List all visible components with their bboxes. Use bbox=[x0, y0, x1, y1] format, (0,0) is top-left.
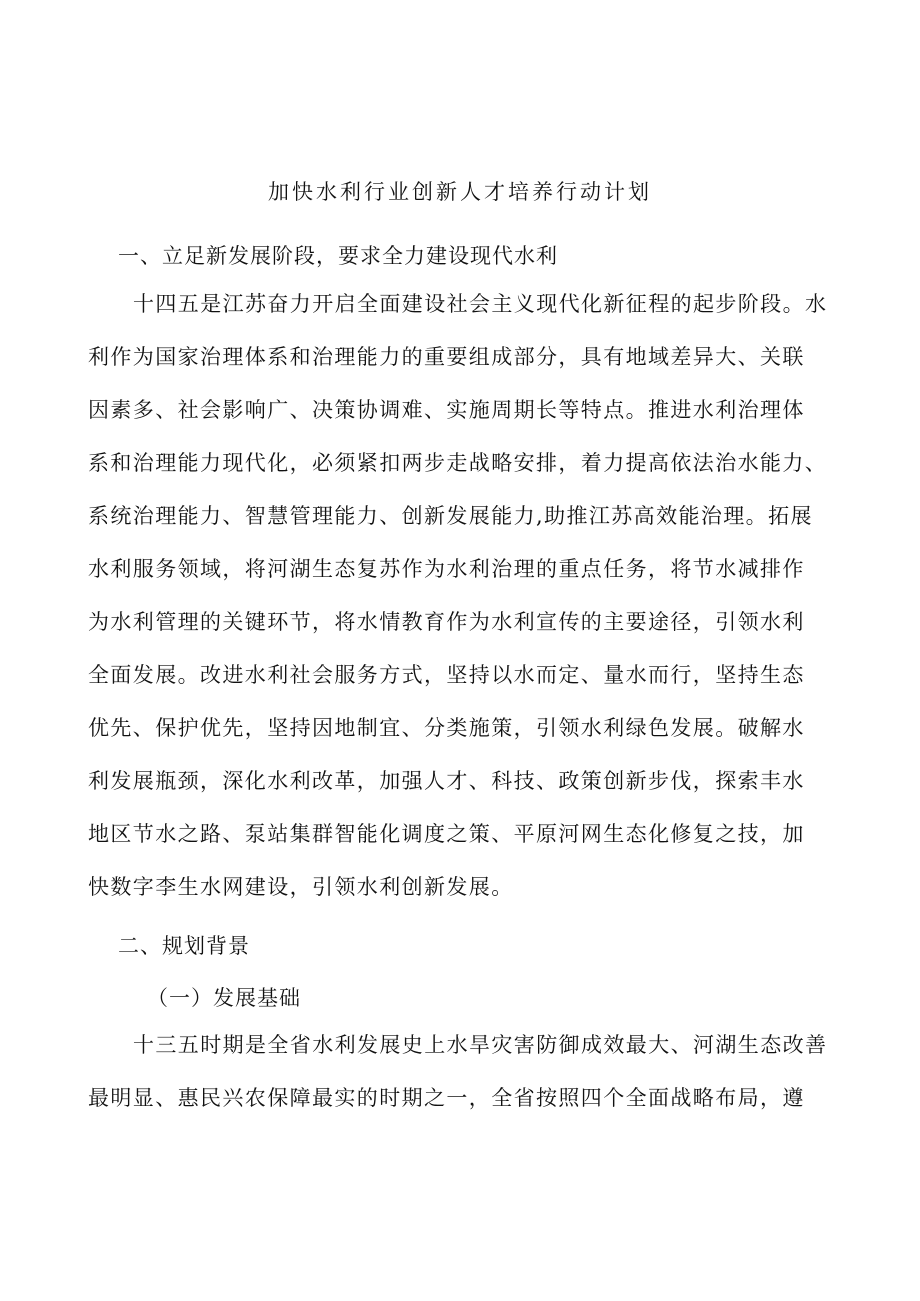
section-1-paragraph bbox=[88, 278, 848, 914]
paragraph-line: 因素多、社会影响广、决策协调难、实施周期长等特点。推进水利治理体 bbox=[88, 398, 805, 422]
paragraph-line: 利发展瓶颈，深化水利改革，加强人才、科技、政策创新步伐，探索丰水 bbox=[88, 769, 805, 793]
section-2-paragraph bbox=[88, 1019, 848, 1125]
subsection-heading: （一）发展基础 bbox=[147, 986, 301, 1010]
paragraph-line: 十三五时期是全省水利发展史上水旱灾害防御成效最大、河湖生态改善 bbox=[133, 1033, 828, 1057]
paragraph-line: 水利服务领域，将河湖生态复苏作为水利治理的重点任务，将节水减排作 bbox=[88, 557, 805, 581]
document-title: 加快水利行业创新人才培养行动计划 bbox=[268, 180, 652, 204]
paragraph-line: 系统治理能力、智慧管理能力、创新发展能力,助推江苏高效能治理。拓展 bbox=[88, 504, 813, 528]
paragraph-line: 利作为国家治理体系和治理能力的重要组成部分，具有地域差异大、关联 bbox=[88, 345, 805, 369]
paragraph-line: 最明显、惠民兴农保障最实的时期之一，全省按照四个全面战略布局，遵 bbox=[88, 1086, 805, 1110]
paragraph-line: 全面发展。改进水利社会服务方式，坚持以水而定、量水而行，坚持生态 bbox=[88, 663, 805, 687]
paragraph-line: 为水利管理的关键环节，将水情教育作为水利宣传的主要途径，引领水利 bbox=[88, 610, 805, 634]
paragraph-line: 优先、保护优先，坚持因地制宜、分类施策，引领水利绿色发展。破解水 bbox=[88, 716, 805, 740]
paragraph-line: 地区节水之路、泵站集群智能化调度之策、平原河网生态化修复之技，加 bbox=[88, 822, 805, 846]
paragraph-line: 快数字李生水网建设，引领水利创新发展。 bbox=[88, 875, 514, 899]
section-heading-2: 二、规划背景 bbox=[118, 934, 250, 958]
paragraph-line: 十四五是江苏奋力开启全面建设社会主义现代化新征程的起步阶段。水 bbox=[133, 292, 828, 316]
section-heading-1: 一、立足新发展阶段，要求全力建设现代水利 bbox=[118, 244, 558, 268]
paragraph-line: 系和治理能力现代化，必须紧扣两步走战略安排，着力提高依法治水能力、 bbox=[88, 451, 828, 475]
